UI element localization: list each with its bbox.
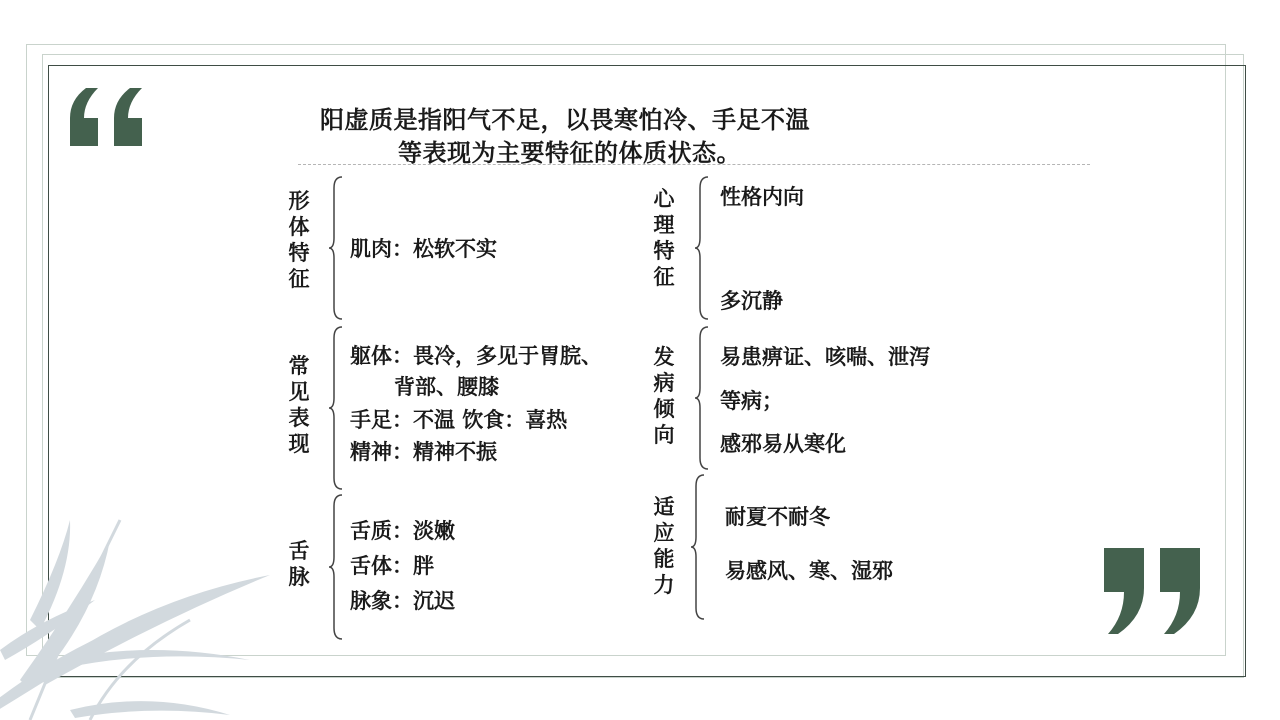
title-line-2: 等表现为主要特征的体质状态。 [398,139,741,167]
list-item: 舌体：胖 [350,554,434,578]
section-brace [694,326,710,470]
list-item: 脉象：沉迟 [350,589,455,613]
title-line-1: 阳虚质是指阳气不足，以畏寒怕冷、手足不温 [320,106,810,134]
list-item: 精神：精神不振 [350,440,497,464]
section-brace [690,474,706,620]
list-item: 等病； [720,389,783,413]
section-label-disease-tendency: 发病倾向 [653,345,675,447]
list-item: 手足：不温 饮食：喜热 [350,408,568,432]
close-quote-icon [1100,546,1206,636]
bamboo-leaves-icon [0,500,300,720]
section-brace [328,326,344,490]
list-item: 感邪易从寒化 [720,432,846,456]
section-label-tongue-pulse: 舌脉 [288,539,310,589]
section-label-common-signs: 常见表现 [288,354,310,456]
list-item: 肌肉：松软不实 [350,237,497,261]
list-item: 舌质：淡嫩 [350,519,455,543]
title-divider [298,164,1090,165]
list-item: 性格内向 [720,185,804,209]
section-label-body-features: 形体特征 [288,189,310,291]
section-brace [328,494,344,640]
open-quote-icon [62,88,144,148]
section-brace [328,176,344,320]
list-item: 易患痹证、咳喘、泄泻 [720,345,930,369]
section-label-psychology: 心理特征 [653,187,675,289]
section-label-adaptability: 适应能力 [653,495,675,597]
section-brace [694,176,710,320]
list-item: 易感风、寒、湿邪 [725,559,893,583]
list-item: 背部、腰膝 [394,375,499,399]
list-item: 躯体：畏冷，多见于胃脘、 [350,344,602,368]
list-item: 耐夏不耐冬 [725,505,830,529]
list-item: 多沉静 [720,289,783,313]
